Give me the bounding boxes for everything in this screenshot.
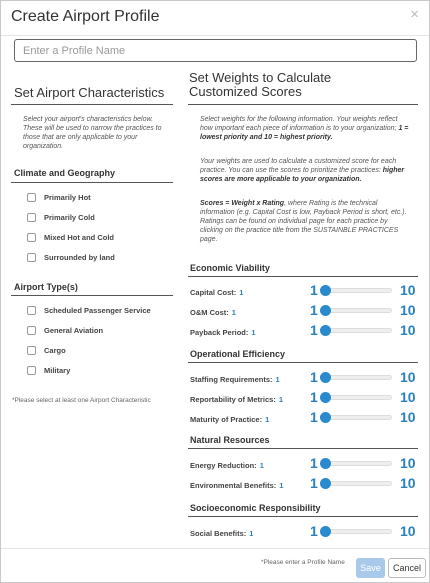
slider-min-label: 1: [310, 282, 318, 298]
weight-group-heading: Economic Viability: [190, 263, 270, 273]
weight-value: 1: [231, 308, 236, 317]
weight-group-heading: Socioeconomic Responsibility: [190, 503, 321, 513]
weight-slider-track[interactable]: [321, 375, 392, 380]
weight-slider-handle[interactable]: [320, 458, 331, 469]
weight-value: 1: [278, 395, 284, 404]
weights-desc-text: Your weights are used to calculate a customized score for each practice. You can use the scores to prioritize the practices:: [200, 158, 397, 174]
checkbox[interactable]: [27, 193, 36, 202]
checkbox[interactable]: [27, 253, 36, 262]
slider-max-label: 10: [400, 302, 416, 318]
airport-type-heading: Airport Type(s): [14, 282, 78, 292]
weights-title: [189, 71, 389, 99]
slider-max-label: 10: [400, 523, 416, 539]
checkbox-primarily-cold[interactable]: [27, 210, 95, 224]
checkbox-label: Mixed Hot and Cold: [44, 232, 114, 242]
weights-title-line1: Set Weights to Calculate: [189, 70, 332, 85]
profile-name-warning: *Please enter a Profile Name: [261, 559, 345, 566]
weight-slider-handle[interactable]: [320, 305, 331, 316]
weight-label: [190, 529, 253, 538]
weight-group-heading: Operational Efficiency: [190, 349, 286, 359]
weight-label: [190, 481, 283, 490]
weight-label: [190, 288, 243, 297]
weight-slider-track[interactable]: [321, 395, 392, 400]
profile-name-input[interactable]: [14, 39, 417, 62]
characteristics-title: Set Airport Characteristics: [14, 85, 165, 100]
divider: [11, 295, 173, 296]
weight-slider-track[interactable]: [321, 415, 392, 420]
weight-slider-handle[interactable]: [320, 412, 331, 423]
weights-desc-bold: higher scores are more applicable to your organization.: [200, 167, 405, 183]
weight-slider-track[interactable]: [321, 328, 392, 333]
weight-label: [190, 461, 264, 470]
checkbox[interactable]: [27, 326, 36, 335]
weight-value: 1: [265, 415, 270, 424]
weight-slider-handle[interactable]: [320, 325, 331, 336]
weight-value: 1: [251, 328, 256, 337]
weight-label: [190, 328, 256, 337]
checkbox[interactable]: [27, 346, 36, 355]
weight-name: Maturity of Practice:: [190, 415, 263, 424]
checkbox-label: Primarily Cold: [44, 212, 95, 222]
weights-description-2: [200, 157, 410, 184]
slider-min-label: 1: [310, 302, 318, 318]
weight-slider-track[interactable]: [321, 308, 392, 313]
weight-name: Payback Period:: [190, 328, 249, 337]
weight-slider-track[interactable]: [321, 461, 392, 466]
slider-max-label: 10: [400, 282, 416, 298]
checkbox-scheduled-passenger[interactable]: [27, 303, 151, 317]
weights-description-1: [200, 115, 410, 142]
weight-group-heading: Natural Resources: [190, 435, 270, 445]
cancel-button[interactable]: Cancel: [388, 558, 426, 578]
checkbox-cargo[interactable]: [27, 343, 66, 357]
weight-slider-handle[interactable]: [320, 372, 331, 383]
weight-name: Environmental Benefits:: [190, 481, 277, 490]
weight-name: Social Benefits:: [190, 529, 247, 538]
slider-min-label: 1: [310, 523, 318, 539]
footer-divider: [1, 548, 429, 549]
divider: [11, 182, 173, 183]
checkbox[interactable]: [27, 233, 36, 242]
divider: [11, 104, 173, 105]
checkbox-label: Cargo: [44, 345, 66, 355]
checkbox-general-aviation[interactable]: [27, 323, 103, 337]
weights-description-3: [200, 199, 410, 244]
checkbox-label: General Aviation: [44, 325, 104, 335]
weight-slider-handle[interactable]: [320, 478, 331, 489]
weight-label: [190, 308, 236, 317]
weight-name: Capital Cost:: [190, 288, 237, 297]
characteristics-description: Select your airport's characteristics below. These will be used to narrow the practices to those that are only applicable to your organization.: [23, 116, 162, 150]
weight-label: [190, 415, 269, 424]
weight-slider-track[interactable]: [321, 481, 392, 486]
slider-max-label: 10: [400, 389, 416, 405]
checkbox-label: Surrounded by land: [44, 252, 115, 262]
slider-min-label: 1: [310, 455, 318, 471]
checkbox[interactable]: [27, 366, 36, 375]
slider-max-label: 10: [400, 369, 416, 385]
divider: [188, 276, 418, 277]
checkbox[interactable]: [27, 213, 36, 222]
weights-formula: Scores = Weight x Rating: [200, 200, 285, 207]
checkbox-label: Scheduled Passenger Service: [44, 305, 151, 315]
weight-label: [190, 375, 280, 384]
divider: [188, 448, 418, 449]
slider-min-label: 1: [310, 322, 318, 338]
weight-name: Staffing Requirements:: [190, 375, 273, 384]
weight-name: O&M Cost:: [190, 308, 229, 317]
checkbox-primarily-hot[interactable]: [27, 190, 91, 204]
weight-value: 1: [279, 481, 284, 490]
divider: [188, 516, 418, 517]
slider-max-label: 10: [400, 455, 416, 471]
slider-max-label: 10: [400, 322, 416, 338]
weight-value: 1: [275, 375, 280, 384]
checkbox-surrounded-by-land[interactable]: [27, 250, 115, 264]
weights-desc-bold: 1 = lowest priority and 10 = highest priority.: [200, 125, 409, 141]
weight-name: Energy Reduction:: [190, 461, 257, 470]
weights-desc-text: Select weights for the following information. Your weights reflect how important each piece of information is to your organization;: [200, 116, 398, 132]
divider: [188, 362, 418, 363]
save-button[interactable]: Save: [356, 558, 385, 578]
divider: [188, 104, 418, 105]
weight-slider-handle[interactable]: [320, 392, 331, 403]
weight-slider-handle[interactable]: [320, 285, 331, 296]
weights-title-line2: Customized Scores: [189, 84, 302, 99]
slider-min-label: 1: [310, 369, 318, 385]
weight-slider-handle[interactable]: [320, 526, 331, 537]
slider-min-label: 1: [310, 409, 318, 425]
weight-name: Reportability of Metrics:: [190, 395, 276, 404]
weight-slider-track[interactable]: [321, 529, 392, 534]
slider-min-label: 1: [310, 389, 318, 405]
dialog-header: [1, 1, 429, 36]
weight-value: 1: [259, 461, 264, 470]
slider-min-label: 1: [310, 475, 318, 491]
slider-max-label: 10: [400, 475, 416, 491]
weight-value: 1: [249, 529, 254, 538]
checkbox[interactable]: [27, 306, 36, 315]
checkbox-mixed-hot-cold[interactable]: [27, 230, 114, 244]
climate-heading: Climate and Geography: [14, 168, 116, 178]
weights-desc-text: , where Rating is the technical information (e.g. Capital Cost is low, Payback Period is short, etc.). Ratings can be found on individual page for each practice by clicking on the practice title from the SUSTAINBLE PRACTICES page.: [200, 200, 407, 243]
checkbox-military[interactable]: [27, 363, 70, 377]
weight-value: 1: [239, 288, 244, 297]
dialog-title: Create Airport Profile: [11, 8, 160, 25]
checkbox-label: Military: [44, 365, 71, 375]
slider-max-label: 10: [400, 409, 416, 425]
weight-label: [190, 395, 283, 404]
checkbox-label: Primarily Hot: [44, 192, 91, 202]
weight-slider-track[interactable]: [321, 288, 392, 293]
close-icon[interactable]: ×: [410, 6, 419, 23]
characteristic-warning: *Please select at least one Airport Characteristic: [12, 397, 151, 404]
